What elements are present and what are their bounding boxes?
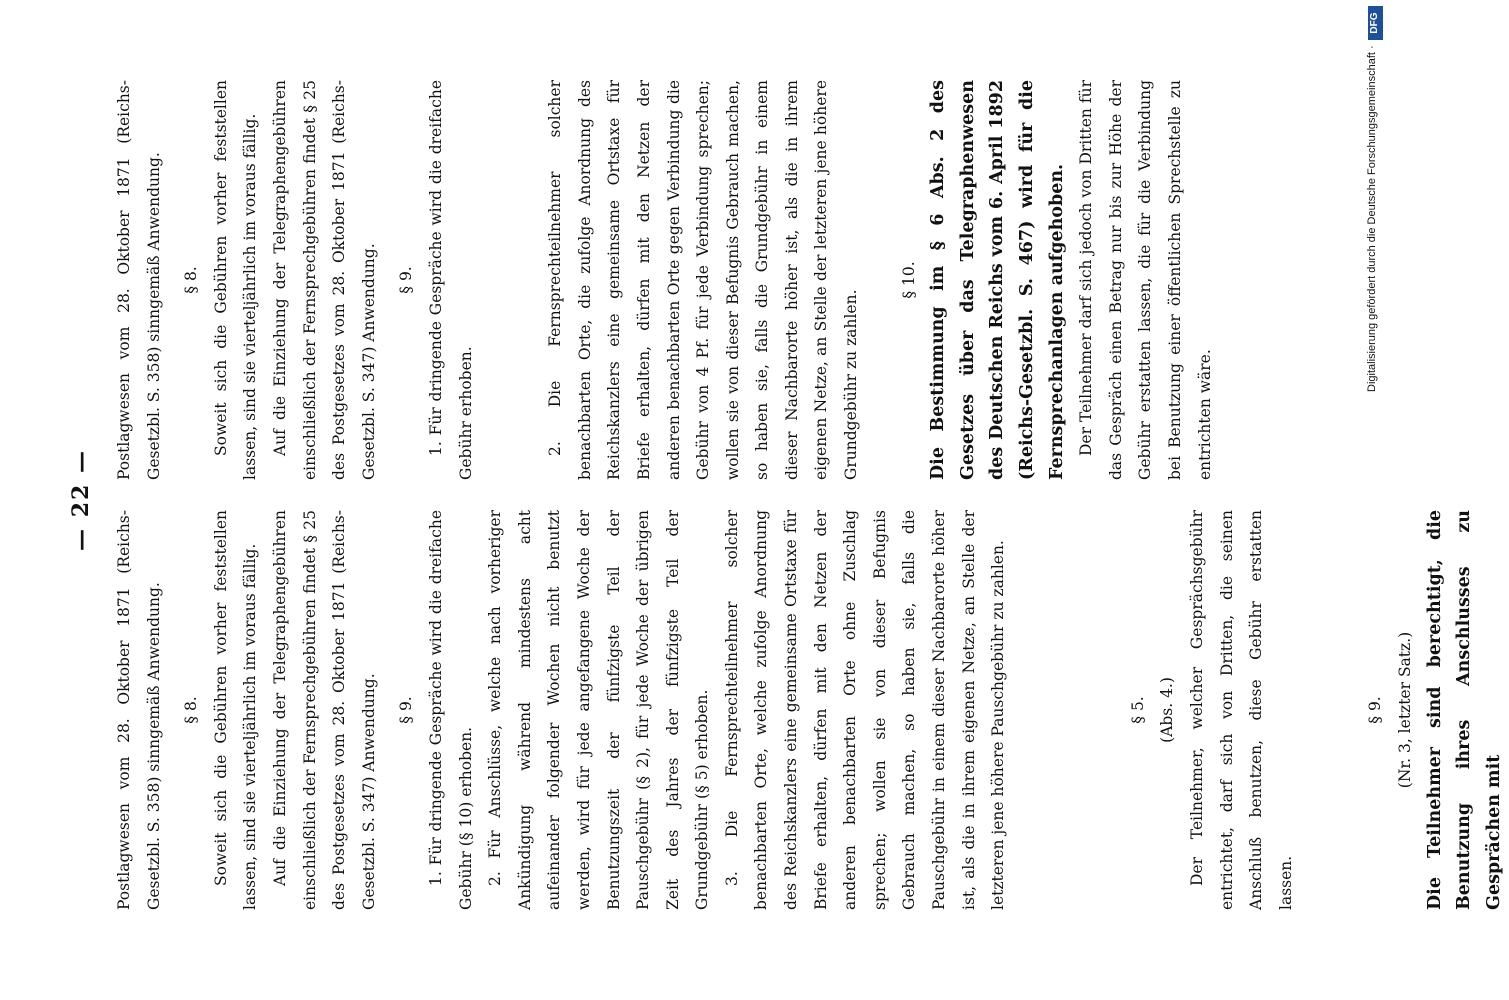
right-paragraph-0: Postlagwesen vom 28. Oktober 1871 (Reichs-Gesetzbl. S. 358) sinngemäß Anwendung. (115, 80, 163, 480)
page-number: — 22 — (68, 449, 94, 551)
credit-text: Digitalisierung gefördert durch die Deutsche Forschungsgemeinschaft · (1366, 45, 1378, 392)
right-paragraph-3: 1. Für dringende Gespräche wird die dreifache Gebühr erhoben. (426, 80, 475, 480)
left-section-9: § 9. (397, 696, 416, 724)
left-paragraph-3: 1. Für dringende Gespräche wird die dreifache Gebühr (§ 10) erhoben. (426, 510, 475, 910)
digitization-credit (1361, 0, 1383, 1000)
left-paragraph-5: 3. Die Fernsprechteilnehmer solcher benachbarten Orte, welche zufolge Anordnung des Reichskanzlers eine gemeinsame Ortstaxe für Briefe erhalten, dürfen mit den Netzen der anderen benachbarten Orte ohne Zuschlag sprechen; wollen sie von dieser Befugnis Gebrauch machen, so haben sie, falls die Pauschgebühr in einem dieser Nachbarorte höher ist, als die in ihrem eigenen Netze, an Stelle der letzteren jene höhere Pauschgebühr zu zahlen. (722, 510, 1008, 910)
right-paragraph-1: Soweit sich die Gebühren vorher feststellen lassen, sind sie vierteljährlich im voraus fällig. (211, 80, 260, 480)
right-paragraph-7: Der Teilnehmer darf sich jedoch von Dritten für das Gespräch einen Betrag nur bis zur Höhe der Gebühr erstatten lassen, die für die Verbindung bei Benutzung einer öffentlichen Sprechstelle zu entrichten wäre. (1077, 80, 1214, 480)
left-section-9b: § 9. (1366, 696, 1385, 724)
left-paragraph-0: Postlagwesen vom 28. Oktober 1871 (Reichs-Gesetzbl. S. 358) sinngemäß Anwendung. (115, 510, 163, 910)
left-paragraph-1: Soweit sich die Gebühren vorher feststellen lassen, sind sie vierteljährlich im voraus fällig. (211, 510, 260, 910)
left-section-8: § 8. (182, 696, 201, 724)
right-paragraph-2: Auf die Einziehung der Telegraphengebühren einschließlich der Fernsprechgebühren findet § 25 des Postgesetzes vom 28. Oktober 1871 (Reichs-Gesetzbl. S. 347) Anwendung. (270, 80, 378, 480)
left-section-5-subtitle: (Abs. 4.) (1158, 677, 1177, 743)
dfg-logo: DFG (1368, 6, 1383, 40)
left-section-5: § 5. (1128, 696, 1147, 724)
left-paragraph-2: Auf die Einziehung der Telegraphengebühren einschließlich der Fernsprechgebühren findet § 25 des Postgesetzes vom 28. Oktober 1871 (Reichs-Gesetzbl. S. 347) Anwendung. (270, 510, 378, 910)
left-column (110, 510, 1509, 910)
right-section-8: § 8. (182, 266, 201, 294)
right-section-10: § 10. (899, 261, 918, 299)
left-paragraph-4: 2. Für Anschlüsse, welche nach vorheriger Ankündigung während mindestens acht aufeinander folgender Wochen nicht benutzt werden, wird für jede angefangene Woche der Benutzungszeit der fünfzigste Teil der Pauschgebühr (§ 2), für jede Woche der übrigen Zeit des Jahres der fünfzigste Teil der Grundgebühr (§ 5) erhoben. (486, 510, 712, 910)
left-paragraph-6: Der Teilnehmer, welcher Gesprächsgebühr entrichtet, darf sich von Dritten, die seinen Anschluß benutzen, diese Gebühr erstatten lassen. (1188, 510, 1295, 910)
right-paragraph-5: 2. Die Fernsprechteilnehmer solcher benachbarten Orte, die zufolge Anordnung des Reichskanzlers eine gemeinsame Ortstaxe für Briefe erhalten, dürfen mit den Netzen der anderen benachbarten Orte gegen Verbindung die Gebühr von 4 Pf. für jede Verbindung sprechen; wollen sie von dieser Befugnis Gebrauch machen, so haben sie, falls die Grundgebühr in einem dieser Nachbarorte höher ist, als die in ihrem eigenen Netze, an Stelle der letzteren jene höhere Grundgebühr zu zahlen. (546, 80, 861, 480)
right-paragraph-6: Die Bestimmung im § 6 Abs. 2 des Gesetzes über das Telegraphenwesen des Deutschen Reichs vom 6. April 1892 (Reichs-Gesetzbl. S. 467) wird für die Fernsprechanlagen aufgehoben. (928, 80, 1067, 480)
left-section-9b-subtitle: (Nr. 3, letzter Satz.) (1395, 631, 1414, 789)
left-paragraph-7: Die Teilnehmer sind berechtigt, die Benutzung ihres Anschlusses zu Gesprächen mit (1424, 510, 1504, 910)
right-column (110, 80, 1220, 480)
right-section-9: § 9. (397, 266, 416, 294)
